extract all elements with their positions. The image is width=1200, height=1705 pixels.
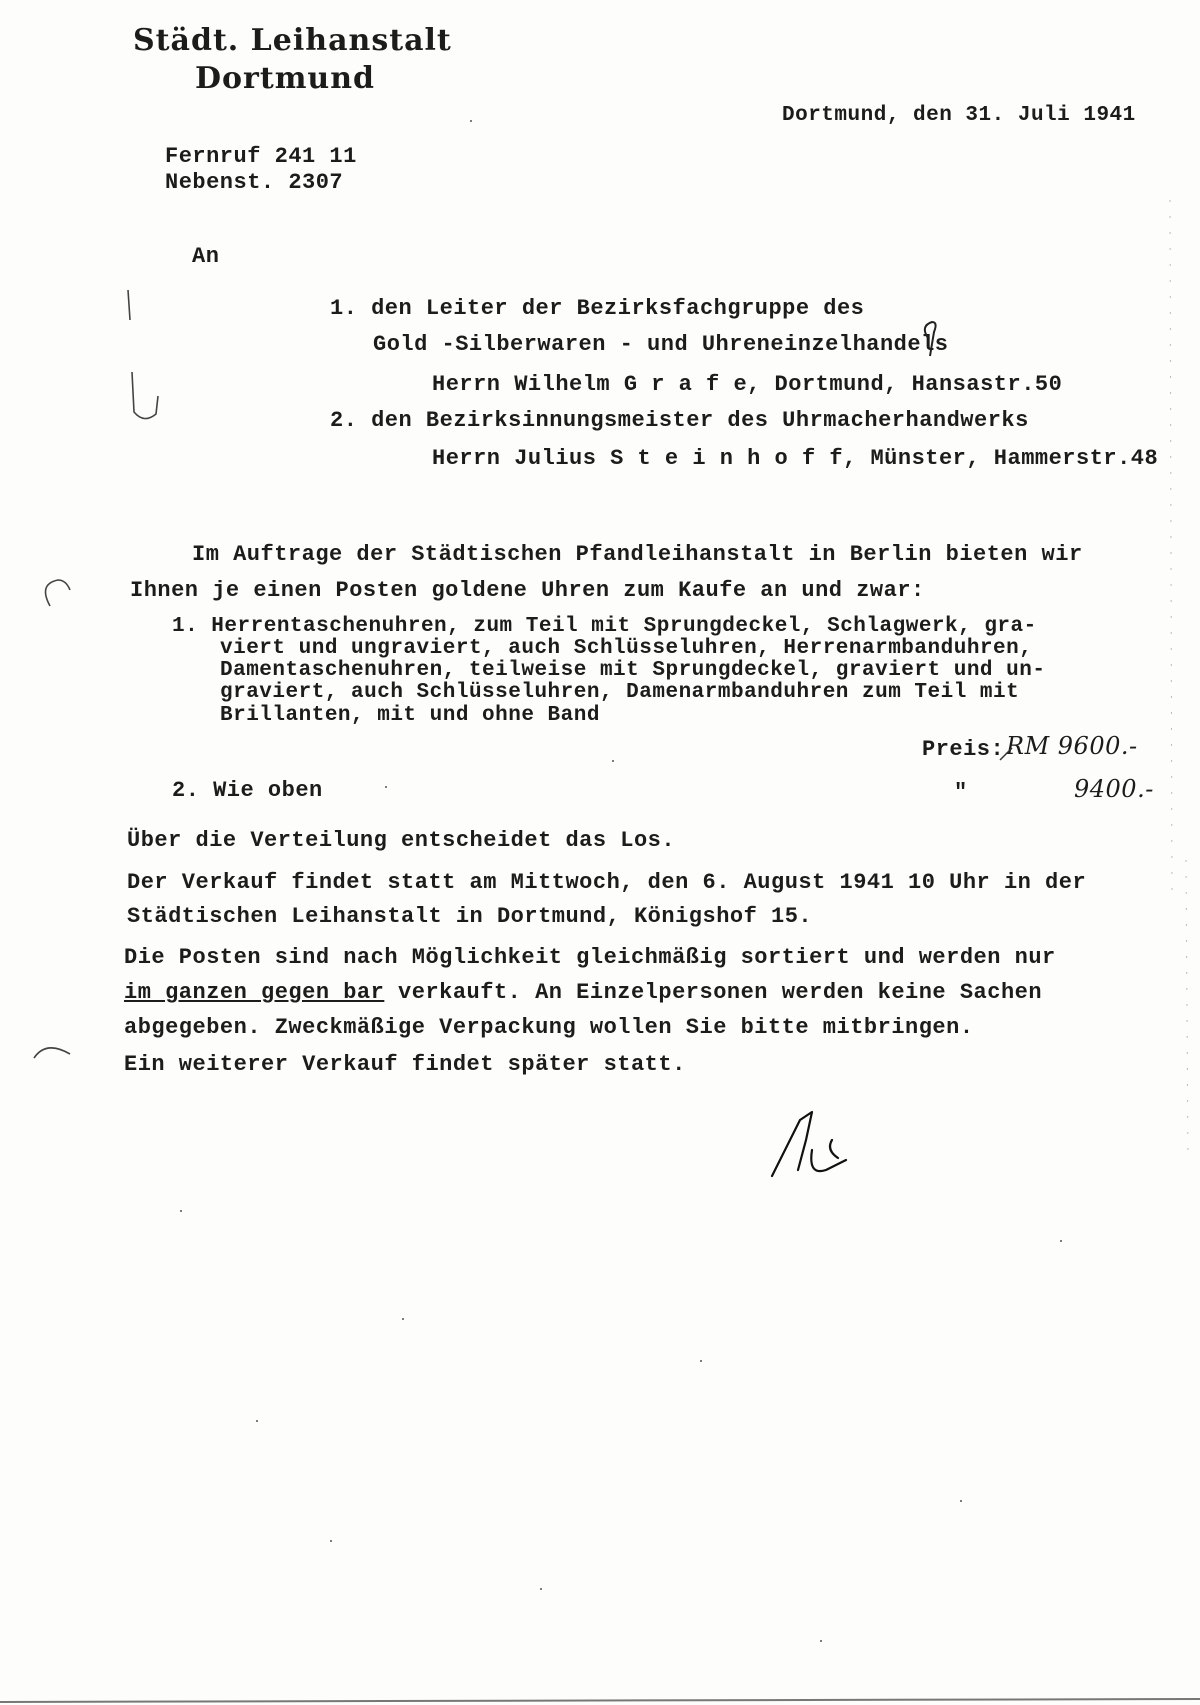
speck <box>540 1588 542 1590</box>
price-2-handwritten: 9400.- <box>1074 775 1154 803</box>
item1-line2: viert und ungraviert, auch Schlüsseluhren, Herrenarmbanduhren, <box>220 637 1033 660</box>
speck <box>470 120 472 122</box>
speck <box>180 1210 182 1212</box>
page-bottom-edge <box>0 1699 1200 1702</box>
signature-initials <box>772 1112 846 1176</box>
date-line: Dortmund, den 31. Juli 1941 <box>782 104 1136 127</box>
recipient2-line1: 2. den Bezirksinnungsmeister des Uhrmacherhandwerks <box>330 408 1029 433</box>
para-sale-line1: Der Verkauf findet statt am Mittwoch, den 6. August 1941 10 Uhr in der <box>127 870 1087 895</box>
right-edge-noise <box>1170 200 1188 1160</box>
para-sorted-line1: Die Posten sind nach Möglichkeit gleichmäßig sortiert und werden nur <box>124 945 1056 970</box>
phone-line2: Nebenst. 2307 <box>165 170 344 195</box>
para-lottery: Über die Verteilung entscheidet das Los. <box>127 828 676 853</box>
item1-line5: Brillanten, mit und ohne Band <box>220 704 600 727</box>
item1-line1: 1. Herrentaschenuhren, zum Teil mit Sprungdeckel, Schlagwerk, gra- <box>172 615 1037 638</box>
recipient1-line2: Gold -Silberwaren - und Uhreneinzelhandels <box>373 332 949 357</box>
para-sale-line2: Städtischen Leihanstalt in Dortmund, Königshof 15. <box>127 904 813 929</box>
intro-line2: Ihnen je einen Posten goldene Uhren zum Kaufe an und zwar: <box>130 578 925 603</box>
para-sorted-line2-rest: verkauft. An Einzelpersonen werden keine Sachen <box>384 980 1043 1005</box>
punch-hole-mark-bottom <box>34 1048 70 1058</box>
para-final: Ein weiterer Verkauf findet später statt. <box>124 1052 686 1077</box>
recipient1-line3: Herrn Wilhelm G r a f e, Dortmund, Hansastr.50 <box>432 372 1063 397</box>
underlined-phrase: im ganzen gegen bar <box>124 980 385 1005</box>
speck <box>700 1360 702 1362</box>
speck <box>960 1500 962 1502</box>
speck <box>612 760 614 762</box>
speck <box>402 1318 404 1320</box>
price-1-handwritten: RM 9600.- <box>1006 732 1138 760</box>
speck <box>256 1420 258 1422</box>
salutation: An <box>192 244 220 269</box>
punch-hole-mark-top <box>46 580 71 606</box>
letterhead-line2: Dortmund <box>195 61 376 96</box>
speck <box>330 1540 332 1542</box>
para-sorted-line3: abgegeben. Zweckmäßige Verpackung wollen Sie bitte mitbringen. <box>124 1015 974 1040</box>
recipient1-line1: 1. den Leiter der Bezirksfachgruppe des <box>330 296 865 321</box>
letterhead-line1: Städt. Leihanstalt <box>133 23 452 58</box>
phone-line1: Fernruf 241 11 <box>165 144 357 169</box>
intro-line1: Im Auftrage der Städtischen Pfandleihanstalt in Berlin bieten wir <box>192 542 1083 567</box>
item2: 2. Wie oben <box>172 778 323 803</box>
speck <box>820 1640 822 1642</box>
ditto-mark: " <box>954 780 968 805</box>
item1-line4: graviert, auch Schlüsseluhren, Damenarmbanduhren zum Teil mit <box>220 681 1020 704</box>
price-pen-stroke <box>1000 748 1012 760</box>
speck <box>385 786 387 788</box>
speck <box>1060 1240 1062 1242</box>
handwritten-correction-mark <box>925 322 936 356</box>
margin-bracket-mark <box>128 290 158 419</box>
price-label: Preis: <box>922 737 1005 762</box>
item1-line3: Damentaschenuhren, teilweise mit Sprungdeckel, graviert und un- <box>220 659 1046 682</box>
recipient2-line2: Herrn Julius S t e i n h o f f, Münster, Hammerstr.48 <box>432 446 1159 471</box>
